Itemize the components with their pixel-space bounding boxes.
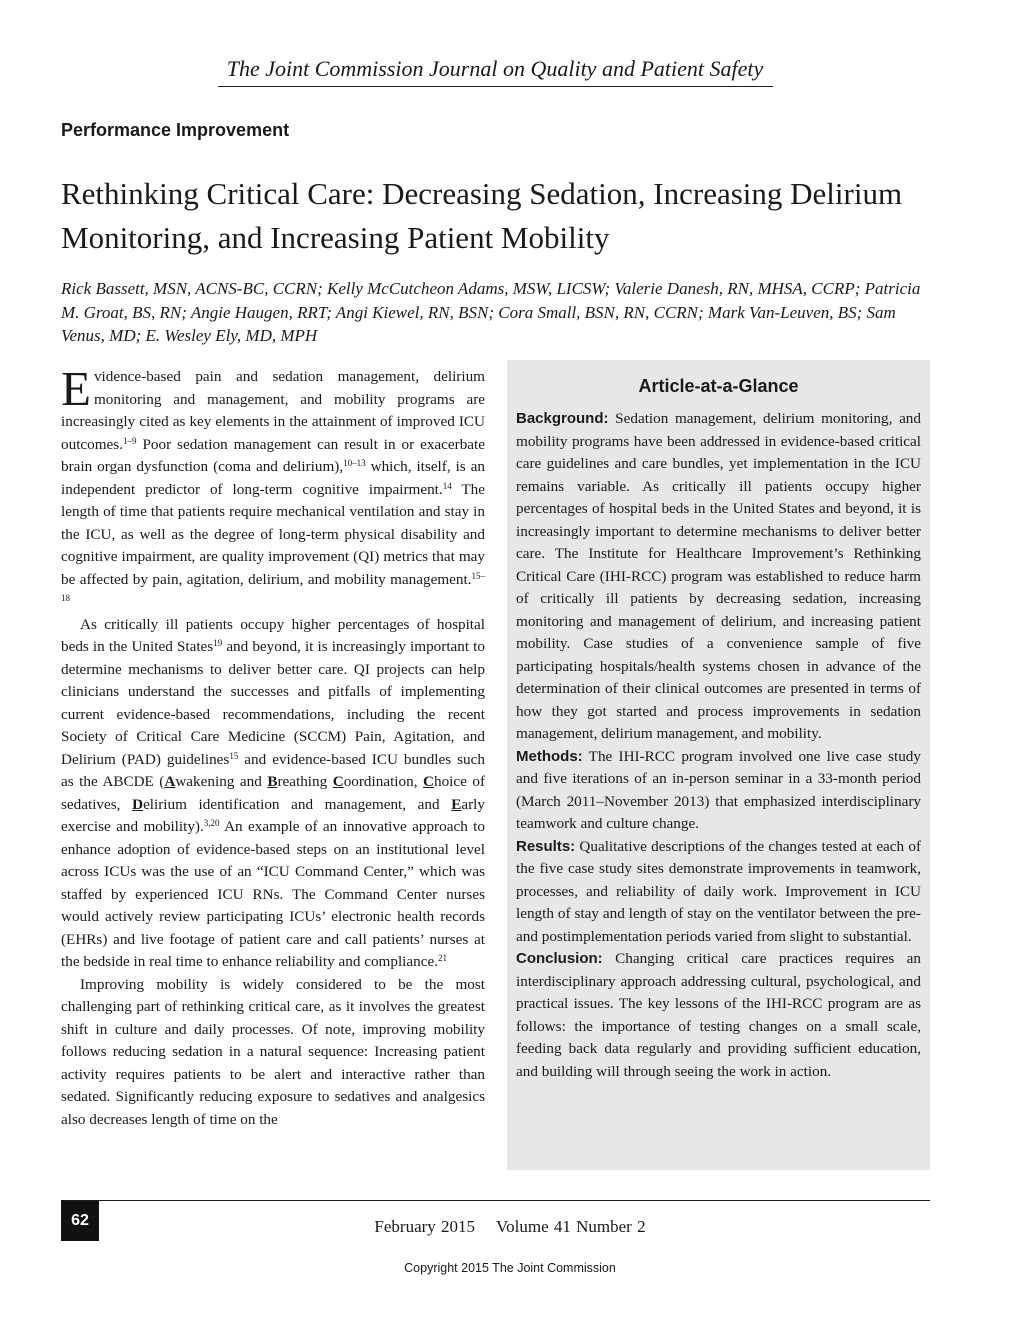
glance-methods: [516, 746, 921, 836]
glance-label: Results:: [516, 837, 576, 855]
glance-text: Sedation management, delirium monitoring, and mobility programs have been addressed in evidence-based critical care guidelines and care bundles, yet implementation in the ICU remains variable. As critically ill patients occupy higher percentages of hospital beds in the United States and beyond, it is increasingly important to determine mechanisms to deliver better care. The Institute for Healthcare Improvement’s Rethinking Critical Care (IHI-RCC) program was established to reduce harm of critically ill patients by decreasing sedation, increasing monitoring and management of delirium, and increasing patient mobility. Case studies of a convenience sample of five participating hospitals/health systems chosen in advance of the determination of their clinical outcomes are presented in terms of how they got started and process improvements in sedation management, delirium management, and mobility.: [516, 410, 921, 742]
issue-line: [0, 1217, 1020, 1237]
author-list: Rick Bassett, MSN, ACNS-BC, CCRN; Kelly McCutcheon Adams, MSW, LICSW; Valerie Danesh, RN, MHSA, CCRP; Patricia M. Groat, BS, RN; Angie Haugen, RRT; Angi Kiewel, RN, BSN; Cora Small, BSN, RN, CCRN; Mark Van-Leuven, BS; Sam Venus, MD; E. Wesley Ely, MD, MPH: [61, 279, 921, 345]
glance-text: Changing critical care practices requires an interdisciplinary approach addressing cultural, psychological, and practical issues. The key lessons of the IHI-RCC program are as follows: the importance of testing changes on a small scale, feeding back data regularly and providing sufficient education, and building will through seeing the work in action.: [516, 950, 921, 1080]
citation: 10–13: [343, 458, 366, 468]
body-paragraph-3: Improving mobility is widely considered to be the most challenging part of rethinking critical care, as it involves the greatest shift in culture and daily processes. Of note, improving mobility follows reducing sedation in a natural sequence: Increasing patient activity requires patients to be alert and interactive rather than sedated. Significantly reducing exposure to sedatives and analgesics also decreases length of time on the: [61, 975, 485, 1128]
text-run: An example of an innovative approach to enhance adoption of evidence-based steps on an institutional level across ICUs was the use of an “ICU Command Center,” which was staffed by experienced ICU RNs. The Command Center nurses would actively review participating ICUs’ electronic health records (EHRs) and live footage of patient care and call patients’ nurses at the bedside in real time to enhance reliability and compliance.: [61, 818, 485, 970]
citation: 19: [213, 638, 223, 648]
glance-text: The IHI-RCC program involved one live case study and five iterations of an in-person seminar in a 33-month period (March 2011–November 2013) that emphasized interdisciplinary teamwork and culture change.: [516, 747, 921, 832]
header-rule: [218, 86, 773, 87]
acronym-letter: C: [332, 773, 344, 790]
footer-rule: [61, 1200, 930, 1201]
glance-label: Conclusion:: [516, 950, 603, 967]
text-run: arly exercise and mobility).: [61, 795, 485, 835]
issue-volume: Volume 41 Number 2: [496, 1217, 646, 1236]
text-run: vidence-based pain and sedation management, delirium monitoring and management, and mobility programs are increasingly cited as key elements in the attainment of improved ICU outcomes.: [61, 368, 485, 453]
article-title: Rethinking Critical Care: Decreasing Sedation, Increasing Delirium Monitoring, and Increasing Patient Mobility: [61, 176, 903, 255]
citation: 15: [229, 750, 239, 761]
text-run: elirium identification and management, and: [143, 795, 452, 813]
text-run: which, itself, is an independent predictor of long-term cognitive impairment.: [61, 458, 485, 498]
text-run: hoice of sedatives,: [61, 773, 485, 813]
text-run: The length of time that patients require mechanical ventilation and stay in the ICU, as well as the degree of long-term physical disability and cognitive impairment, are quality improvement (QI) metrics that may be affected by pain, agitation, delirium, and mobility management.: [61, 480, 485, 588]
text-run: and evidence-based ICU bundles such as the ABCDE (: [61, 750, 485, 790]
glance-conclusion: [516, 948, 921, 1083]
text-run: and beyond, it is increasingly important to determine mechanisms to deliver better care. QI projects can help clinicians understand the successes and pitfalls of implementing current evidence-based recommendations, including the recent Society of Critical Care Medicine (SCCM) Pain, Agitation, and Delirium (PAD) guidelines: [61, 638, 485, 768]
text-run: oordination,: [343, 773, 423, 790]
citation: 1–9: [123, 435, 137, 446]
glance-background: [516, 408, 921, 746]
body-text-column: [61, 361, 485, 1131]
citation: 3,20: [203, 818, 220, 828]
drop-cap: E: [61, 361, 91, 416]
glance-label: Methods:: [516, 747, 583, 765]
journal-title: The Joint Commission Journal on Quality and Patient Safety: [226, 56, 764, 81]
text-run: Poor sedation management can result in or exacerbate brain organ dysfunction (coma and delirium),: [61, 435, 485, 475]
body-paragraph-2: [61, 614, 485, 974]
citation: 21: [438, 953, 448, 963]
copyright-notice: Copyright 2015 The Joint Commission: [404, 1261, 616, 1275]
acronym-letter: D: [132, 795, 144, 813]
section-label: Performance Improvement: [61, 120, 290, 140]
glance-label: Background:: [516, 410, 609, 427]
article-at-a-glance-box: [507, 360, 930, 1170]
glance-title: Article-at-a-Glance: [638, 376, 799, 396]
page-number: 62: [61, 1201, 99, 1241]
glance-results: [516, 836, 921, 949]
acronym-letter: E: [451, 795, 462, 813]
acronym-letter: C: [423, 773, 434, 790]
body-paragraph-1: [61, 361, 485, 614]
citation: 14: [442, 480, 452, 491]
acronym-letter: A: [164, 773, 176, 790]
text-run: As critically ill patients occupy higher percentages of hospital beds in the United States: [61, 615, 485, 655]
text-run: wakening and: [175, 773, 268, 790]
glance-text: Qualitative descriptions of the changes tested at each of the five case study sites demonstrate improvements in teamwork, processes, and reliability of daily work. Improvement in ICU length of stay and length of stay on the ventilator between the pre- and postimplementation periods varied from slight to substantial.: [516, 837, 921, 945]
acronym-letter: B: [267, 773, 278, 790]
text-run: reathing: [277, 773, 333, 790]
citation: 15–18: [61, 570, 485, 603]
issue-date: February 2015: [374, 1217, 476, 1236]
